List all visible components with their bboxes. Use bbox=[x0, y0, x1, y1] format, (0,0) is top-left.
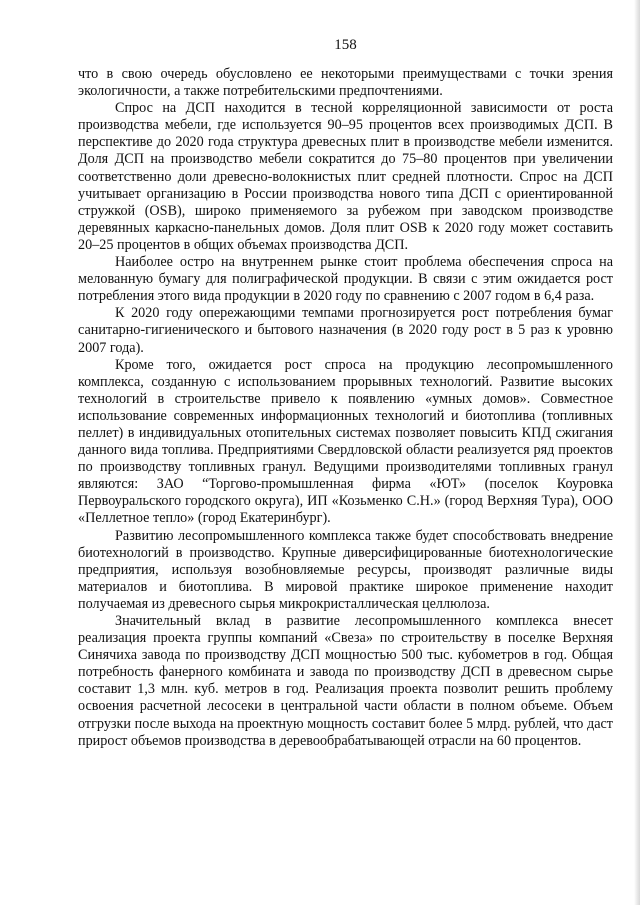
body-text bbox=[78, 66, 613, 750]
paragraph-chipboard-demand: Спрос на ДСП находится в тесной корреляционной зависимости от роста производства мебели, где используется 90–95 процентов всех производимых ДСП. В перспективе до 2020 года структура древесных плит в производстве мебели изменится. Доля ДСП на производство мебели сократится до 75–80 процентов при увеличении соответственно доли древесно-волокнистых плит средней плотности. Спрос на ДСП учитывает организацию в России производства нового типа ДСП с ориентированной стружкой (OSB), широко применяемого за рубежом при заводском производстве деревянных каркасно-панельных домов. Доля плит OSB к 2020 году может составить 20–25 процентов в общих объемах производства ДСП. bbox=[78, 100, 613, 253]
paragraph-breakthrough-technologies: Кроме того, ожидается рост спроса на продукцию лесопромышленного комплекса, созданную с использованием прорывных технологий. Развитие высоких технологий в строительстве привело к появлению «умных домов». Совместное использование современных информационных технологий и биотоплива (топливных пеллет) в индивидуальных отопительных системах позволяет повысить КПД сжигания данного вида топлива. Предприятиями Свердловской области реализуется ряд проектов по производству топливных гранул. Ведущими производителями топливных гранул являются: ЗАО “Торгово-промышленная фирма «ЮТ» (поселок Коуровка Первоуральского городского округа), ИП «Козьменко С.Н.» (город Верхняя Тура), ООО «Пеллетное тепло» (город Екатеринбург). bbox=[78, 356, 613, 527]
paragraph-continuation: что в свою очередь обусловлено ее некоторыми преимуществами с точки зрения экологичности, а также потребительскими предпочтениями. bbox=[78, 66, 613, 100]
paragraph-sanitary-paper: К 2020 году опережающими темпами прогнозируется рост потребления бумаг санитарно-гигиенического и бытового назначения (в 2020 году рост в 5 раз к уровню 2007 года). bbox=[78, 305, 613, 356]
page-number: 158 bbox=[334, 37, 357, 53]
paragraph-biotechnologies: Развитию лесопромышленного комплекса также будет способствовать внедрение биотехнологий в производство. Крупные диверсифицированные биотехнологические предприятия, используя возобновляемые ресурсы, производят различные виды материалов и биотоплива. В мировой практике широкое применение находит получаемая из древесного сырья микрокристаллическая целлюлоза. bbox=[78, 527, 613, 612]
paragraph-coated-paper: Наиболее остро на внутреннем рынке стоит проблема обеспечения спроса на мелованную бумагу для полиграфической продукции. В связи с этим ожидается рост потребления этого вида продукции в 2020 году по сравнению с 2007 годом в 6,4 раза. bbox=[78, 254, 613, 305]
paragraph-sveza-project: Значительный вклад в развитие лесопромышленного комплекса внесет реализация проекта группы компаний «Свеза» по строительству в поселке Верхняя Синячиха завода по производству ДСП мощностью 500 тыс. кубометров в год. Общая потребность фанерного комбината и завода по производству ДСП в древесном сырье составит 1,3 млн. куб. метров в год. Реализация проекта позволит решить проблему освоения расчетной лесосеки в центральной части области в полном объеме. Объем отгрузки после выхода на проектную мощность составит более 5 млрд. рублей, что даст прирост объемов производства в деревообрабатывающей отрасли на 60 процентов. bbox=[78, 613, 613, 749]
page-edge-shadow bbox=[634, 0, 640, 905]
